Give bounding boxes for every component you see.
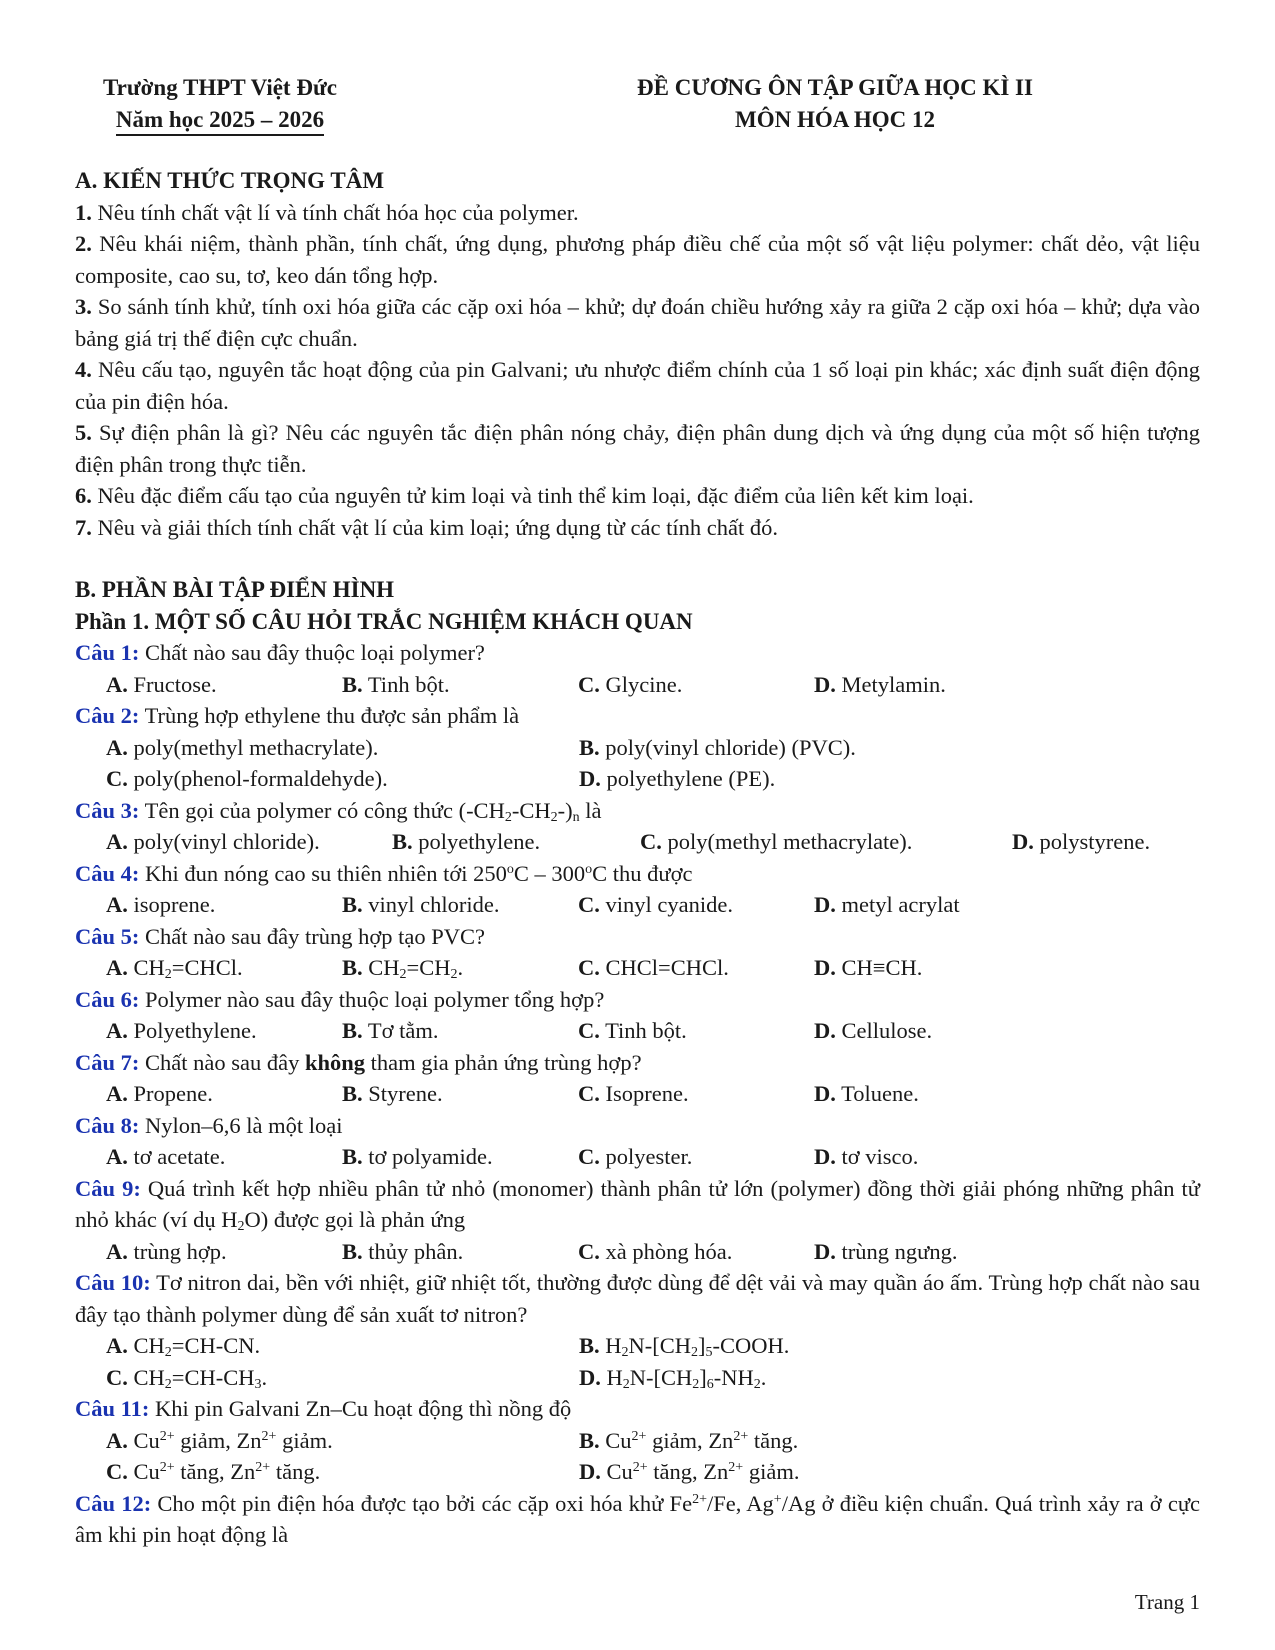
option-a: A. poly(vinyl chloride). [106,829,320,854]
question-label: Câu 5: [75,923,140,949]
option-a: A. Propene. [106,1081,213,1106]
part-1-heading: Phần 1. MỘT SỐ CÂU HỎI TRẮC NGHIỆM KHÁCH QUAN [75,608,693,634]
section-a-item [75,512,1200,544]
options-q4 [75,889,1200,921]
document-title: ĐỀ CƯƠNG ÔN TẬP GIỮA HỌC KÌ II [637,75,1033,100]
option-b: B. poly(vinyl chloride) (PVC). [579,734,856,760]
section-a-item [75,291,1200,354]
question-label: Câu 6: [75,986,140,1012]
options-q1 [75,669,1200,701]
section-a-heading: A. KIẾN THỨC TRỌNG TÂM [75,168,385,193]
section-a-item [75,417,1200,480]
item-text: Nêu đặc điểm cấu tạo của nguyên tử kim loại và tinh thể kim loại, đặc điểm của liên kết kim loại. [97,483,974,508]
option-b: B. Tơ tằm. [342,1018,439,1043]
item-number: 7. [75,514,92,540]
question-6 [75,984,1200,1016]
option-d: D. polyethylene (PE). [579,766,776,791]
option-a: A. isoprene. [106,892,216,917]
option-a: A. tơ acetate. [106,1144,226,1169]
question-7 [75,1047,1200,1079]
option-b: B. vinyl chloride. [342,892,500,917]
option-d: D. tơ visco. [814,1144,919,1169]
item-number: 3. [75,294,92,319]
option-c: C. Glycine. [578,671,683,697]
item-text: Nêu tính chất vật lí và tính chất hóa học của polymer. [97,199,579,225]
options-q6 [75,1015,1200,1047]
option-d: D. CH≡CH. [814,955,923,980]
options-q2-row2 [75,763,1200,795]
item-text: Nêu khái niệm, thành phần, tính chất, ứng dụng, phương pháp điều chế của một số vật liệu polymer: chất dẻo, vật liệu composite, cao su, tơ, keo dán tổng hợp. [75,231,1201,288]
section-a-item [75,228,1200,291]
options-q11-row2 [75,1456,1200,1488]
option-d: D. Toluene. [814,1081,919,1106]
option-b: B. thủy phân. [342,1238,464,1264]
question-9 [75,1173,1200,1236]
option-d: D. $Cu^{2+}$ tăng, $Zn^{2+}$ giảm. [579,1459,800,1484]
option-c: C. poly(phenol-formaldehyde). [106,766,388,791]
option-d: D. metyl acrylat [814,892,960,917]
question-8 [75,1110,1200,1142]
options-q2-row1 [75,732,1200,764]
option-a: A. $CH_2=CH-CN$. [106,1333,261,1360]
option-c: C. polyester. [578,1144,693,1169]
question-2 [75,700,1200,732]
option-d: D. polystyrene. [1012,829,1151,854]
options-q11-row1 [75,1425,1200,1457]
option-c: C. $CH_2=CH-CH_3$. [106,1364,268,1392]
question-text: Polymer nào sau đây thuộc loại polymer tổng hợp? [145,986,605,1012]
options-q9 [75,1236,1200,1268]
item-text: Sự điện phân là gì? Nêu các nguyên tắc điện phân nóng chảy, điện phân dung dịch và ứng dụng của một số hiện tượng điện phân trong thực tiễn. [75,420,1201,477]
question-label: Câu 12: [75,1490,152,1516]
options-q5 [75,952,1200,984]
option-b: B. $CH_2=CH_2$. [342,955,464,982]
option-c: C. xà phòng hóa. [578,1238,733,1264]
item-number: 2. [75,231,92,256]
school-name: Trường THPT Việt Đức [103,75,337,100]
option-c: C. poly(methyl methacrylate). [640,829,913,854]
question-label: Câu 7: [75,1049,140,1075]
option-b: B. tơ polyamide. [342,1144,493,1169]
option-d: D. Cellulose. [814,1018,933,1043]
question-text: Chất nào sau đây thuộc loại polymer? [145,640,485,665]
document-header [600,72,1070,136]
question-label: Câu 9: [75,1175,141,1201]
option-d: D. Metylamin. [814,671,946,697]
item-number: 5. [75,420,92,445]
question-label: Câu 1: [75,640,140,665]
option-c: C. Tinh bột. [578,1018,687,1043]
option-a: A. Fructose. [106,671,217,697]
item-number: 6. [75,483,92,508]
option-c: C. $Cu^{2+}$ tăng, $Zn^{2+}$ tăng. [106,1459,321,1484]
question-text: Trùng hợp ethylene thu được sản phẩm là [144,703,520,728]
question-text: Tơ nitron dai, bền với nhiệt, giữ nhiệt tốt, thường được dùng để dệt vải và may quần áo ấm. Trùng hợp chất nào sau đây tạo thành polymer dùng để sản xuất tơ nitron? [75,1270,1200,1327]
option-a: A. trùng hợp. [106,1238,227,1264]
question-label: Câu 2: [75,703,140,728]
option-d: D. trùng ngưng. [814,1238,958,1264]
school-year: Năm học 2025 – 2026 [116,106,324,136]
option-a: A. Polyethylene. [106,1018,257,1043]
option-a: A. poly(methyl methacrylate). [106,734,379,760]
option-a: A. $Cu^{2+}$ giảm, $Zn^{2+}$ giảm. [106,1427,333,1453]
question-5 [75,921,1200,953]
option-b: B. $H_2N-[CH_2]_5$-COOH. [579,1333,790,1360]
option-c: C. CHCl=CHCl. [578,955,729,980]
item-number: 1. [75,199,92,225]
question-label: Câu 4: [75,860,140,886]
document-body [75,165,1200,1551]
page-number: Trang 1 [1134,1590,1200,1614]
question-text: Cho một pin điện hóa được tạo bởi các cặp oxi hóa khử $Fe^{2+}/Fe$, Ag+/Ag ở điều kiện chuẩn. Quá trình xảy ra ở cực âm khi pin hoạt động là [75,1490,1201,1547]
question-text: Quá trình kết hợp nhiều phân tử nhỏ (monomer) thành phân tử lớn (polymer) đồng thời giải phóng những phân tử nhỏ khác (ví dụ $H_2O$) được gọi là phản ứng [75,1175,1200,1234]
option-b: B. Tinh bột. [342,671,450,697]
question-1 [75,637,1200,669]
question-4 [75,858,1200,890]
question-text: Tên gọi của polymer có công thức $(-CH_2-CH_2-)_n$ là [144,797,602,825]
option-b: B. polyethylene. [392,829,541,854]
section-a-item [75,354,1200,417]
question-text: Khi đun nóng cao su thiên nhiên tới 250$^o$C – 300$^o$C thu được [145,860,693,886]
section-a-item [75,480,1200,512]
item-text: Nêu và giải thích tính chất vật lí của kim loại; ứng dụng từ các tính chất đó. [97,514,778,540]
question-3 [75,795,1200,827]
question-11 [75,1393,1200,1425]
options-q10-row1 [75,1330,1200,1362]
question-label: Câu 10: [75,1270,151,1295]
document-subject: MÔN HÓA HỌC 12 [735,107,935,132]
item-text: Nêu cấu tạo, nguyên tắc hoạt động của pin Galvani; ưu nhược điểm chính của 1 số loại pin khác; xác định suất điện động của pin điện hóa. [75,357,1201,414]
question-label: Câu 11: [75,1396,150,1421]
options-q8 [75,1141,1200,1173]
options-q7 [75,1078,1200,1110]
option-a: A. $CH_2=CHCl$. [106,955,243,982]
question-label: Câu 3: [75,797,140,823]
item-number: 4. [75,357,92,382]
section-b-heading: B. PHẦN BÀI TẬP ĐIỂN HÌNH [75,577,395,602]
question-text: Chất nào sau đây không tham gia phản ứng trùng hợp? [145,1049,642,1075]
question-label: Câu 8: [75,1112,140,1138]
question-10 [75,1267,1200,1330]
question-text: Khi pin Galvani Zn–Cu hoạt động thì nồng độ [155,1396,572,1421]
item-text: So sánh tính khử, tính oxi hóa giữa các cặp oxi hóa – khử; dự đoán chiều hướng xảy ra giữa 2 cặp oxi hóa – khử; dựa vào bảng giá trị thế điện cực chuẩn. [75,294,1201,351]
option-d: D. $H_2N-[CH_2]_6-NH_2$. [579,1364,767,1392]
options-q3 [75,826,1200,858]
question-text: Nylon–6,6 là một loại [145,1112,343,1138]
section-a-item [75,197,1200,229]
option-b: B. $Cu^{2+}$ giảm, $Zn^{2+}$ tăng. [579,1427,799,1453]
option-c: C. Isoprene. [578,1081,689,1106]
question-12 [75,1488,1200,1551]
options-q10-row2 [75,1362,1200,1394]
option-c: C. vinyl cyanide. [578,892,733,917]
school-header [80,72,360,136]
option-b: B. Styrene. [342,1081,443,1106]
question-text: Chất nào sau đây trùng hợp tạo PVC? [145,923,485,949]
